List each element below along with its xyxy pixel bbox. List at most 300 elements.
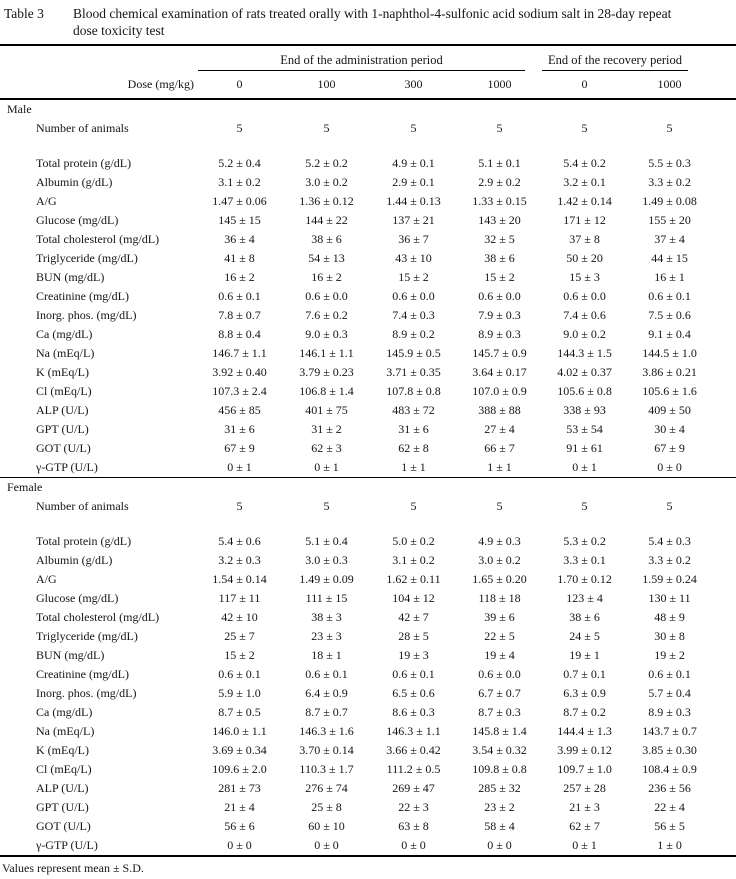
value-cell: 155 ± 20 [648,213,691,227]
value-cell: 7.6 ± 0.2 [305,308,348,322]
parameter-label: Glucose (mg/dL) [36,213,119,227]
table-row [0,211,736,230]
table-row [0,268,736,287]
value-cell: 145.9 ± 0.5 [386,346,441,360]
value-cell: 269 ± 47 [392,781,435,795]
table-row [0,798,736,817]
value-cell: 146.3 ± 1.6 [299,724,354,738]
value-cell: 281 ± 73 [218,781,261,795]
value-cell: 3.66 ± 0.42 [386,743,441,757]
value-cell: 21 ± 3 [569,800,600,814]
animals-count: 5 [666,121,673,135]
value-cell: 0.6 ± 0.0 [563,289,606,303]
value-cell: 144 ± 22 [305,213,348,227]
value-cell: 1.54 ± 0.14 [212,572,267,586]
section-header-row [0,99,736,119]
value-cell: 48 ± 9 [654,610,685,624]
animals-row [0,497,736,516]
value-cell: 66 ± 7 [484,441,515,455]
parameter-label: Inorg. phos. (mg/dL) [36,308,137,322]
value-cell: 3.0 ± 0.2 [478,553,521,567]
animals-count: 5 [236,121,243,135]
value-cell: 0.6 ± 0.1 [218,289,261,303]
value-cell: 0.6 ± 0.1 [648,289,691,303]
value-cell: 38 ± 6 [311,232,342,246]
value-cell: 39 ± 6 [484,610,515,624]
value-cell: 109.7 ± 1.0 [557,762,612,776]
recovery-period-header [542,45,712,71]
value-cell: 3.2 ± 0.1 [563,175,606,189]
value-cell: 7.5 ± 0.6 [648,308,691,322]
table-row [0,344,736,363]
value-cell: 145.7 ± 0.9 [472,346,527,360]
value-cell: 5.4 ± 0.3 [648,534,691,548]
value-cell: 3.70 ± 0.14 [299,743,354,757]
parameter-label: GPT (U/L) [36,800,89,814]
value-cell: 16 ± 2 [311,270,342,284]
value-cell: 21 ± 4 [224,800,255,814]
table-header [0,45,736,99]
value-cell: 28 ± 5 [398,629,429,643]
section-label-male: Male [7,102,32,116]
value-cell: 5.9 ± 1.0 [218,686,261,700]
table-title [73,5,734,39]
table-row [0,589,736,608]
parameter-label: γ-GTP (U/L) [36,838,98,852]
dose-value: 300 [370,71,457,99]
value-cell: 50 ± 20 [566,251,603,265]
value-cell: 257 ± 28 [563,781,606,795]
parameter-label: BUN (mg/dL) [36,270,105,284]
parameter-label: GOT (U/L) [36,441,91,455]
value-cell: 31 ± 6 [398,422,429,436]
value-cell: 0 ± 1 [572,838,597,852]
value-cell: 146.7 ± 1.1 [212,346,267,360]
parameter-label: Cl (mEq/L) [36,384,92,398]
value-cell: 18 ± 1 [311,648,342,662]
value-cell: 38 ± 6 [569,610,600,624]
value-cell: 8.9 ± 0.2 [392,327,435,341]
value-cell: 3.0 ± 0.2 [305,175,348,189]
period-group-row [0,45,736,71]
table-row [0,722,736,741]
value-cell: 123 ± 4 [566,591,603,605]
value-cell: 1.65 ± 0.20 [472,572,527,586]
table-row [0,684,736,703]
table-row [0,325,736,344]
value-cell: 3.1 ± 0.2 [392,553,435,567]
parameter-label: Albumin (g/dL) [36,175,113,189]
administration-period-label: End of the administration period [198,52,525,71]
table-row [0,230,736,249]
value-cell: 0.6 ± 0.1 [218,667,261,681]
value-cell: 104 ± 12 [392,591,435,605]
value-cell: 3.2 ± 0.3 [218,553,261,567]
value-cell: 62 ± 3 [311,441,342,455]
value-cell: 22 ± 5 [484,629,515,643]
value-cell: 1.47 ± 0.06 [212,194,267,208]
value-cell: 0 ± 1 [572,460,597,474]
value-cell: 108.4 ± 0.9 [642,762,697,776]
table-row [0,287,736,306]
value-cell: 0.7 ± 0.1 [563,667,606,681]
value-cell: 42 ± 7 [398,610,429,624]
value-cell: 5.4 ± 0.2 [563,156,606,170]
table-row [0,401,736,420]
table-row [0,532,736,551]
value-cell: 5.5 ± 0.3 [648,156,691,170]
value-cell: 3.0 ± 0.3 [305,553,348,567]
value-cell: 388 ± 88 [478,403,521,417]
value-cell: 63 ± 8 [398,819,429,833]
value-cell: 19 ± 1 [569,648,600,662]
animals-label: Number of animals [36,499,129,513]
parameter-label: Total protein (g/dL) [36,534,132,548]
value-cell: 16 ± 2 [224,270,255,284]
value-cell: 3.1 ± 0.2 [218,175,261,189]
table-row [0,458,736,478]
parameter-label: γ-GTP (U/L) [36,460,98,474]
value-cell: 7.4 ± 0.6 [563,308,606,322]
value-cell: 143 ± 20 [478,213,521,227]
value-cell: 44 ± 15 [651,251,688,265]
table-row [0,646,736,665]
value-cell: 19 ± 2 [654,648,685,662]
value-cell: 91 ± 61 [566,441,603,455]
value-cell: 58 ± 4 [484,819,515,833]
value-cell: 6.5 ± 0.6 [392,686,435,700]
value-cell: 2.9 ± 0.1 [392,175,435,189]
table-row [0,173,736,192]
parameter-label: Glucose (mg/dL) [36,591,119,605]
value-cell: 15 ± 3 [569,270,600,284]
parameter-label: Albumin (g/dL) [36,553,113,567]
parameter-label: Total protein (g/dL) [36,156,132,170]
value-cell: 3.71 ± 0.35 [386,365,441,379]
value-cell: 0 ± 0 [487,838,512,852]
value-cell: 9.0 ± 0.3 [305,327,348,341]
value-cell: 38 ± 3 [311,610,342,624]
value-cell: 105.6 ± 1.6 [642,384,697,398]
value-cell: 38 ± 6 [484,251,515,265]
recovery-period-label: End of the recovery period [542,52,688,71]
table-caption [0,0,736,39]
value-cell: 25 ± 8 [311,800,342,814]
blood-chemistry-table [0,44,736,857]
value-cell: 0 ± 0 [657,460,682,474]
value-cell: 7.8 ± 0.7 [218,308,261,322]
value-cell: 27 ± 4 [484,422,515,436]
parameter-label: Cl (mEq/L) [36,762,92,776]
value-cell: 5.2 ± 0.2 [305,156,348,170]
value-cell: 56 ± 5 [654,819,685,833]
value-cell: 43 ± 10 [395,251,432,265]
value-cell: 4.9 ± 0.1 [392,156,435,170]
value-cell: 146.1 ± 1.1 [299,346,354,360]
value-cell: 24 ± 5 [569,629,600,643]
animals-count: 5 [496,121,503,135]
animals-count: 5 [323,121,330,135]
parameter-label: Ca (mg/dL) [36,705,93,719]
parameter-label: GOT (U/L) [36,819,91,833]
value-cell: 8.7 ± 0.3 [478,705,521,719]
value-cell: 8.9 ± 0.3 [648,705,691,719]
value-cell: 144.4 ± 1.3 [557,724,612,738]
table-row [0,154,736,173]
value-cell: 9.0 ± 0.2 [563,327,606,341]
table-row [0,836,736,856]
table-row [0,817,736,836]
value-cell: 0 ± 0 [401,838,426,852]
value-cell: 145 ± 15 [218,213,261,227]
value-cell: 109.8 ± 0.8 [472,762,527,776]
value-cell: 171 ± 12 [563,213,606,227]
value-cell: 1 ± 1 [487,460,512,474]
value-cell: 137 ± 21 [392,213,435,227]
animals-label: Number of animals [36,121,129,135]
value-cell: 1 ± 1 [401,460,426,474]
value-cell: 111 ± 15 [305,591,348,605]
parameter-label: Na (mEq/L) [36,346,95,360]
value-cell: 401 ± 75 [305,403,348,417]
value-cell: 42 ± 10 [221,610,258,624]
value-cell: 15 ± 2 [224,648,255,662]
value-cell: 67 ± 9 [654,441,685,455]
table-number: Table 3 [4,6,44,21]
value-cell: 0.6 ± 0.0 [478,289,521,303]
value-cell: 109.6 ± 2.0 [212,762,267,776]
value-cell: 30 ± 4 [654,422,685,436]
value-cell: 5.1 ± 0.4 [305,534,348,548]
parameter-label: A/G [36,572,57,586]
value-cell: 19 ± 3 [398,648,429,662]
parameter-label: BUN (mg/dL) [36,648,105,662]
value-cell: 6.7 ± 0.7 [478,686,521,700]
value-cell: 1.36 ± 0.12 [299,194,354,208]
value-cell: 8.8 ± 0.4 [218,327,261,341]
section-header-row [0,478,736,497]
value-cell: 5.3 ± 0.2 [563,534,606,548]
value-cell: 36 ± 7 [398,232,429,246]
dose-row [0,71,736,99]
value-cell: 2.9 ± 0.2 [478,175,521,189]
parameter-label: ALP (U/L) [36,781,89,795]
value-cell: 1.42 ± 0.14 [557,194,612,208]
value-cell: 236 ± 56 [648,781,691,795]
value-cell: 5.7 ± 0.4 [648,686,691,700]
value-cell: 3.54 ± 0.32 [472,743,527,757]
value-cell: 37 ± 8 [569,232,600,246]
value-cell: 15 ± 2 [484,270,515,284]
administration-period-header [196,45,542,71]
parameter-label: Inorg. phos. (mg/dL) [36,686,137,700]
footnote: Values represent mean ± S.D. [2,861,144,875]
table-row [0,306,736,325]
value-cell: 338 ± 93 [563,403,606,417]
parameter-label: Triglyceride (mg/dL) [36,251,138,265]
value-cell: 146.0 ± 1.1 [212,724,267,738]
animals-count: 5 [496,499,503,513]
value-cell: 143.7 ± 0.7 [642,724,697,738]
value-cell: 62 ± 8 [398,441,429,455]
value-cell: 1.33 ± 0.15 [472,194,527,208]
value-cell: 276 ± 74 [305,781,348,795]
table-row [0,741,736,760]
value-cell: 4.9 ± 0.3 [478,534,521,548]
value-cell: 25 ± 7 [224,629,255,643]
value-cell: 37 ± 4 [654,232,685,246]
value-cell: 62 ± 7 [569,819,600,833]
value-cell: 146.3 ± 1.1 [386,724,441,738]
dose-label: Dose (mg/kg) [0,71,196,99]
value-cell: 0 ± 1 [314,460,339,474]
spacer-row [0,516,736,532]
parameter-label: Total cholesterol (mg/dL) [36,232,160,246]
value-cell: 3.69 ± 0.34 [212,743,267,757]
value-cell: 107.8 ± 0.8 [386,384,441,398]
value-cell: 1.49 ± 0.09 [299,572,354,586]
value-cell: 5.0 ± 0.2 [392,534,435,548]
value-cell: 36 ± 4 [224,232,255,246]
table-title-line2: dose toxicity test [73,23,165,38]
table-row [0,382,736,401]
value-cell: 118 ± 18 [478,591,521,605]
value-cell: 23 ± 2 [484,800,515,814]
value-cell: 0 ± 0 [314,838,339,852]
value-cell: 111.2 ± 0.5 [386,762,441,776]
dose-value: 1000 [627,71,712,99]
section-label-female: Female [7,480,43,494]
table-body [0,99,736,856]
value-cell: 56 ± 6 [224,819,255,833]
animals-count: 5 [410,499,417,513]
parameter-label: Triglyceride (mg/dL) [36,629,138,643]
table-row [0,627,736,646]
parameter-label: ALP (U/L) [36,403,89,417]
value-cell: 67 ± 9 [224,441,255,455]
table-row [0,192,736,211]
table-row [0,439,736,458]
table-title-line1: Blood chemical examination of rats treated orally with 1-naphthol-4-sulfonic acid sodium salt in 28-day repeat [73,6,672,21]
value-cell: 0.6 ± 0.0 [392,289,435,303]
value-cell: 1.59 ± 0.24 [642,572,697,586]
table-row [0,760,736,779]
value-cell: 7.9 ± 0.3 [478,308,521,322]
dose-value: 0 [196,71,283,99]
value-cell: 1.44 ± 0.13 [386,194,441,208]
value-cell: 31 ± 6 [224,422,255,436]
value-cell: 15 ± 2 [398,270,429,284]
value-cell: 8.7 ± 0.2 [563,705,606,719]
animals-count: 5 [410,121,417,135]
parameter-label: Total cholesterol (mg/dL) [36,610,160,624]
value-cell: 5.1 ± 0.1 [478,156,521,170]
parameter-label: GPT (U/L) [36,422,89,436]
value-cell: 483 ± 72 [392,403,435,417]
animals-count: 5 [581,121,588,135]
value-cell: 8.7 ± 0.7 [305,705,348,719]
parameter-label: A/G [36,194,57,208]
value-cell: 144.5 ± 1.0 [642,346,697,360]
value-cell: 0 ± 0 [227,838,252,852]
value-cell: 106.8 ± 1.4 [299,384,354,398]
value-cell: 1.62 ± 0.11 [386,572,441,586]
value-cell: 5.4 ± 0.6 [218,534,261,548]
table-row [0,420,736,439]
value-cell: 32 ± 5 [484,232,515,246]
value-cell: 105.6 ± 0.8 [557,384,612,398]
table-row [0,249,736,268]
value-cell: 54 ± 13 [308,251,345,265]
value-cell: 456 ± 85 [218,403,261,417]
spacer-row [0,138,736,154]
value-cell: 3.64 ± 0.17 [472,365,527,379]
value-cell: 23 ± 3 [311,629,342,643]
empty-header-cell [712,45,736,71]
table-row [0,779,736,798]
value-cell: 3.3 ± 0.2 [648,175,691,189]
value-cell: 3.79 ± 0.23 [299,365,354,379]
value-cell: 110.3 ± 1.7 [299,762,354,776]
value-cell: 6.3 ± 0.9 [563,686,606,700]
value-cell: 8.9 ± 0.3 [478,327,521,341]
value-cell: 53 ± 54 [566,422,603,436]
value-cell: 1 ± 0 [657,838,682,852]
value-cell: 3.99 ± 0.12 [557,743,612,757]
value-cell: 19 ± 4 [484,648,515,662]
value-cell: 0.6 ± 0.1 [305,667,348,681]
value-cell: 0.6 ± 0.0 [478,667,521,681]
value-cell: 8.7 ± 0.5 [218,705,261,719]
value-cell: 409 ± 50 [648,403,691,417]
animals-count: 5 [236,499,243,513]
empty-header-cell [712,71,736,99]
animals-row [0,119,736,138]
value-cell: 60 ± 10 [308,819,345,833]
table-row [0,665,736,684]
value-cell: 4.02 ± 0.37 [557,365,612,379]
value-cell: 0 ± 1 [227,460,252,474]
animals-count: 5 [581,499,588,513]
value-cell: 16 ± 1 [654,270,685,284]
value-cell: 22 ± 3 [398,800,429,814]
parameter-label: K (mEq/L) [36,365,89,379]
table-row [0,608,736,627]
table-row [0,703,736,722]
value-cell: 107.0 ± 0.9 [472,384,527,398]
parameter-label: Creatinine (mg/dL) [36,289,129,303]
value-cell: 6.4 ± 0.9 [305,686,348,700]
value-cell: 107.3 ± 2.4 [212,384,267,398]
value-cell: 1.70 ± 0.12 [557,572,612,586]
value-cell: 22 ± 4 [654,800,685,814]
value-cell: 285 ± 32 [478,781,521,795]
value-cell: 1.49 ± 0.08 [642,194,697,208]
value-cell: 145.8 ± 1.4 [472,724,527,738]
value-cell: 3.92 ± 0.40 [212,365,267,379]
value-cell: 117 ± 11 [218,591,261,605]
value-cell: 3.85 ± 0.30 [642,743,697,757]
value-cell: 30 ± 8 [654,629,685,643]
value-cell: 8.6 ± 0.3 [392,705,435,719]
table-row [0,570,736,589]
dose-value: 1000 [457,71,542,99]
value-cell: 0.6 ± 0.0 [305,289,348,303]
value-cell: 31 ± 2 [311,422,342,436]
animals-count: 5 [323,499,330,513]
parameter-label: Na (mEq/L) [36,724,95,738]
dose-value: 0 [542,71,627,99]
